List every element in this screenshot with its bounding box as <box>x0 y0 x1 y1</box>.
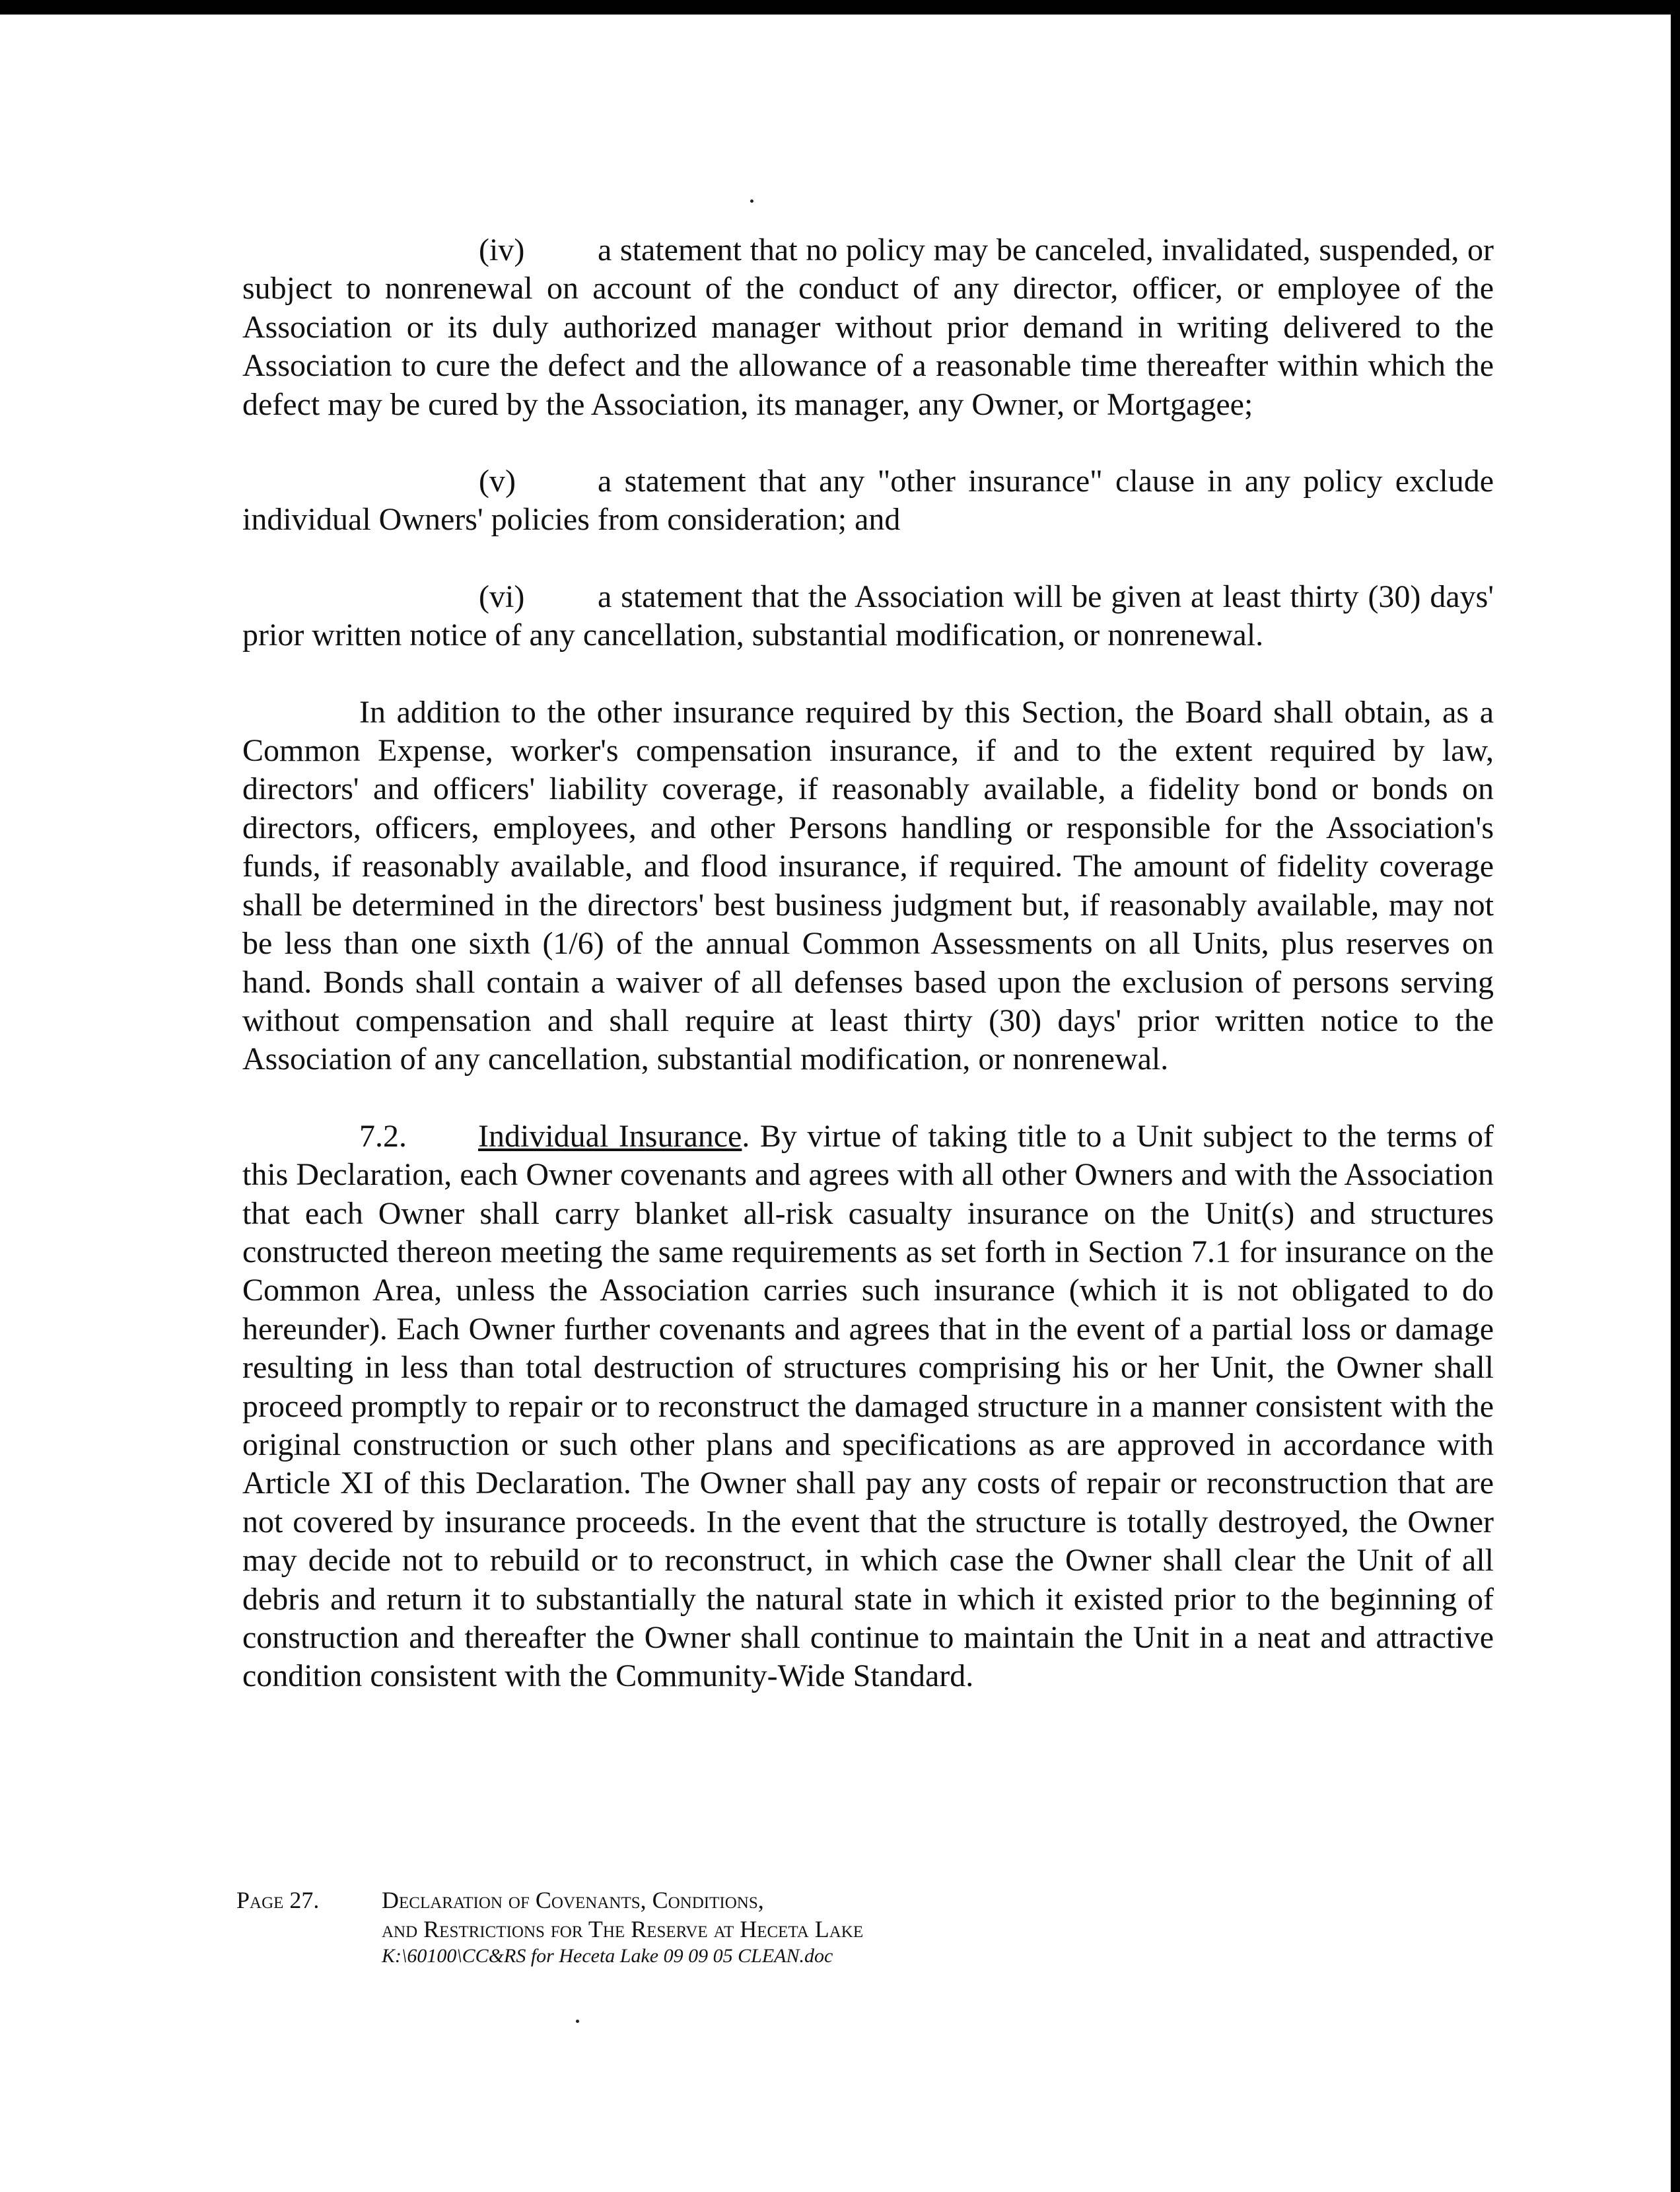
subparagraph-vi <box>242 578 1494 655</box>
scan-border-top <box>0 0 1680 15</box>
section-number: 7.2. <box>359 1118 407 1154</box>
subparagraph-iv <box>242 231 1494 424</box>
footer-title-line-2: and Restrictions for The Reserve at Heceta Lake <box>382 1916 864 1942</box>
section-7-2 <box>242 1117 1494 1696</box>
subparagraph-text: a statement that no policy may be canceled, invalidated, suspended, or subject to nonrenewal on account of the conduct of any director, officer, or employee of the Association or its duly authorized manager without prior demand in writing delivered to the Association to cure the defect and the allowance of a reasonable time thereafter within which the defect may be cured by the Association, its manager, any Owner, or Mortgagee; <box>242 232 1494 422</box>
paragraph-text: In addition to the other insurance required by this Section, the Board shall obtain, as a Common Expense, worker's compensation insurance, if and to the extent required by law, directors' and officers' liability coverage, if reasonably available, a fidelity bond or bonds on directors, officers, employees, and other Persons handling or responsible for the Association's funds, if reasonably available, and flood insurance, if required. The amount of fidelity coverage shall be determined in the directors' best business judgment but, if reasonably available, may not be less than one sixth (1/6) of the annual Common Assessments on all Units, plus reserves on hand. Bonds shall contain a waiver of all defenses based upon the exclusion of persons serving without compensation and shall require at least thirty (30) days' prior written notice to the Association of any cancellation, substantial modification, or nonrenewal. <box>242 694 1494 1077</box>
page-footer <box>236 1886 863 1969</box>
scan-speck <box>750 199 753 203</box>
footer-file-path: K:\60100\CC&RS for Heceta Lake 09 09 05 CLEAN.doc <box>382 1945 833 1967</box>
section-text: . By virtue of taking title to a Unit subject to the terms of this Declaration, each Owner covenants and agrees with all other Owners and with the Association that each Owner shall carry blanket all-risk casualty insurance on the Unit(s) and structures constructed thereon meeting the same requirements as set forth in Section 7.1 for insurance on the Common Area, unless the Association carries such insurance (which it is not obligated to do hereunder). Each Owner further covenants and agrees that in the event of a partial loss or damage resulting in less than total destruction of structures comprising his or her Unit, the Owner shall proceed promptly to repair or to reconstruct the damaged structure in a manner consistent with the original construction or such other plans and specifications as are approved in accordance with Article XI of this Declaration. The Owner shall pay any costs of repair or reconstruction that are not covered by insurance proceeds. In the event that the structure is totally destroyed, the Owner may decide not to rebuild or to reconstruct, in which case the Owner shall clear the Unit of all debris and return it to substantially the natural state in which it existed prior to the beginning of construction and thereafter the Owner shall continue to maintain the Unit in a neat and attractive condition consistent with the Community-Wide Standard. <box>242 1118 1494 1694</box>
scan-speck <box>576 2020 579 2023</box>
section-heading: Individual Insurance <box>478 1118 742 1154</box>
subparagraph-number: (v) <box>479 464 516 499</box>
subparagraph-number: (vi) <box>479 579 525 614</box>
footer-title-line-1: Declaration of Covenants, Conditions, <box>382 1887 764 1913</box>
subparagraph-number: (iv) <box>479 232 525 267</box>
subparagraph-text: a statement that any "other insurance" clause in any policy exclude individual Owners' policies from consideration; and <box>242 464 1494 538</box>
subparagraph-v <box>242 462 1494 540</box>
document-body <box>242 231 1494 1696</box>
scan-border-right <box>1671 0 1680 2192</box>
page-number: Page 27. <box>236 1887 320 1913</box>
subparagraph-text: a statement that the Association will be given at least thirty (30) days' prior written notice of any cancellation, substantial modification, or nonrenewal. <box>242 579 1494 653</box>
additional-insurance-paragraph <box>242 693 1494 1079</box>
